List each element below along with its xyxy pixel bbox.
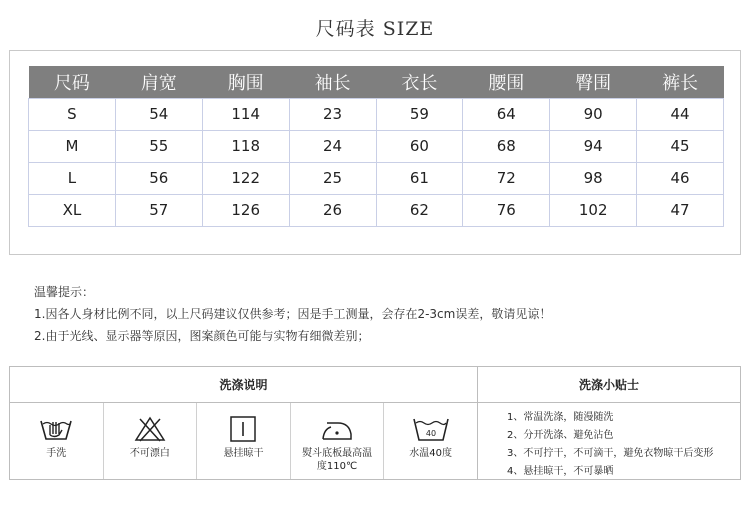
water-temp-value: 40 [425,429,436,438]
care-label: 水温40度 [409,448,453,459]
size-table [28,66,724,227]
care-tips-list [507,409,713,481]
care-item-hand-wash [10,403,104,479]
table-row [29,130,724,162]
table-cell: 60 [376,130,463,162]
tips-line-2: 2.由于光线、显示器等原因，图案颜色可能与实物有细微差别； [34,329,370,343]
header-length: 衣长 [376,66,463,98]
table-cell: 68 [463,130,550,162]
care-item-water-temp [384,403,477,479]
care-instructions-title: 洗涤说明 [10,367,478,403]
table-row [29,162,724,194]
care-label: 不可漂白 [129,448,170,459]
table-cell: L [29,162,116,194]
table-cell: 62 [376,194,463,226]
care-label: 熨斗底板最高温度110℃ [302,448,373,472]
table-cell: 72 [463,162,550,194]
tips-heading: 温馨提示： [34,285,95,299]
table-row [29,194,724,226]
table-cell: 54 [115,98,202,130]
size-table-header-row [29,66,724,98]
table-cell: 64 [463,98,550,130]
table-cell: M [29,130,116,162]
list-item: 4、悬挂晾干，不可暴晒 [507,466,614,477]
tips-line-1: 1.因各人身材比例不同，以上尺码建议仅供参考；因是手工测量，会存在2-3cm误差，敬请见谅！ [34,307,552,321]
table-cell: 94 [550,130,637,162]
care-icons-row [10,403,478,479]
table-cell: 126 [202,194,289,226]
care-label: 手洗 [46,448,67,459]
table-cell: 57 [115,194,202,226]
table-cell: 55 [115,130,202,162]
table-cell: 25 [289,162,376,194]
water-temp-icon [412,415,450,443]
list-item: 2、分开洗涤、避免沾色 [507,430,614,441]
table-cell: 122 [202,162,289,194]
header-chest: 胸围 [202,66,289,98]
table-cell: 98 [550,162,637,194]
table-cell: 23 [289,98,376,130]
table-cell: S [29,98,116,130]
table-cell: 59 [376,98,463,130]
page-title: 尺码表 SIZE [315,18,435,40]
care-tips-title: 洗涤小贴士 [478,367,740,403]
care-item-iron [291,403,385,479]
table-cell: 118 [202,130,289,162]
list-item: 1、常温洗涤，随漫随洗 [507,412,614,423]
table-cell: 44 [637,98,724,130]
care-label: 悬挂晾干 [223,448,264,459]
table-cell: 24 [289,130,376,162]
header-pants-length: 裤长 [637,66,724,98]
header-hip: 臀围 [550,66,637,98]
care-item-no-bleach [104,403,198,479]
header-sleeve: 袖长 [289,66,376,98]
table-cell: 47 [637,194,724,226]
size-tips [34,281,551,347]
table-cell: 114 [202,98,289,130]
hand-wash-icon [39,415,73,443]
table-cell: 56 [115,162,202,194]
header-waist: 腰围 [463,66,550,98]
header-size: 尺码 [29,66,116,98]
table-cell: XL [29,194,116,226]
table-cell: 102 [550,194,637,226]
hang-dry-icon [226,415,260,443]
header-shoulder: 肩宽 [115,66,202,98]
size-chart-panel [9,50,741,255]
table-cell: 26 [289,194,376,226]
table-cell: 61 [376,162,463,194]
iron-icon [320,415,354,443]
care-item-hang-dry [197,403,291,479]
table-cell: 76 [463,194,550,226]
table-cell: 45 [637,130,724,162]
list-item: 3、不可拧干，不可滴干，避免衣物晾干后变形 [507,448,714,459]
table-cell: 90 [550,98,637,130]
no-bleach-icon [133,415,167,443]
care-instructions-panel [9,366,741,480]
table-row [29,98,724,130]
table-cell: 46 [637,162,724,194]
